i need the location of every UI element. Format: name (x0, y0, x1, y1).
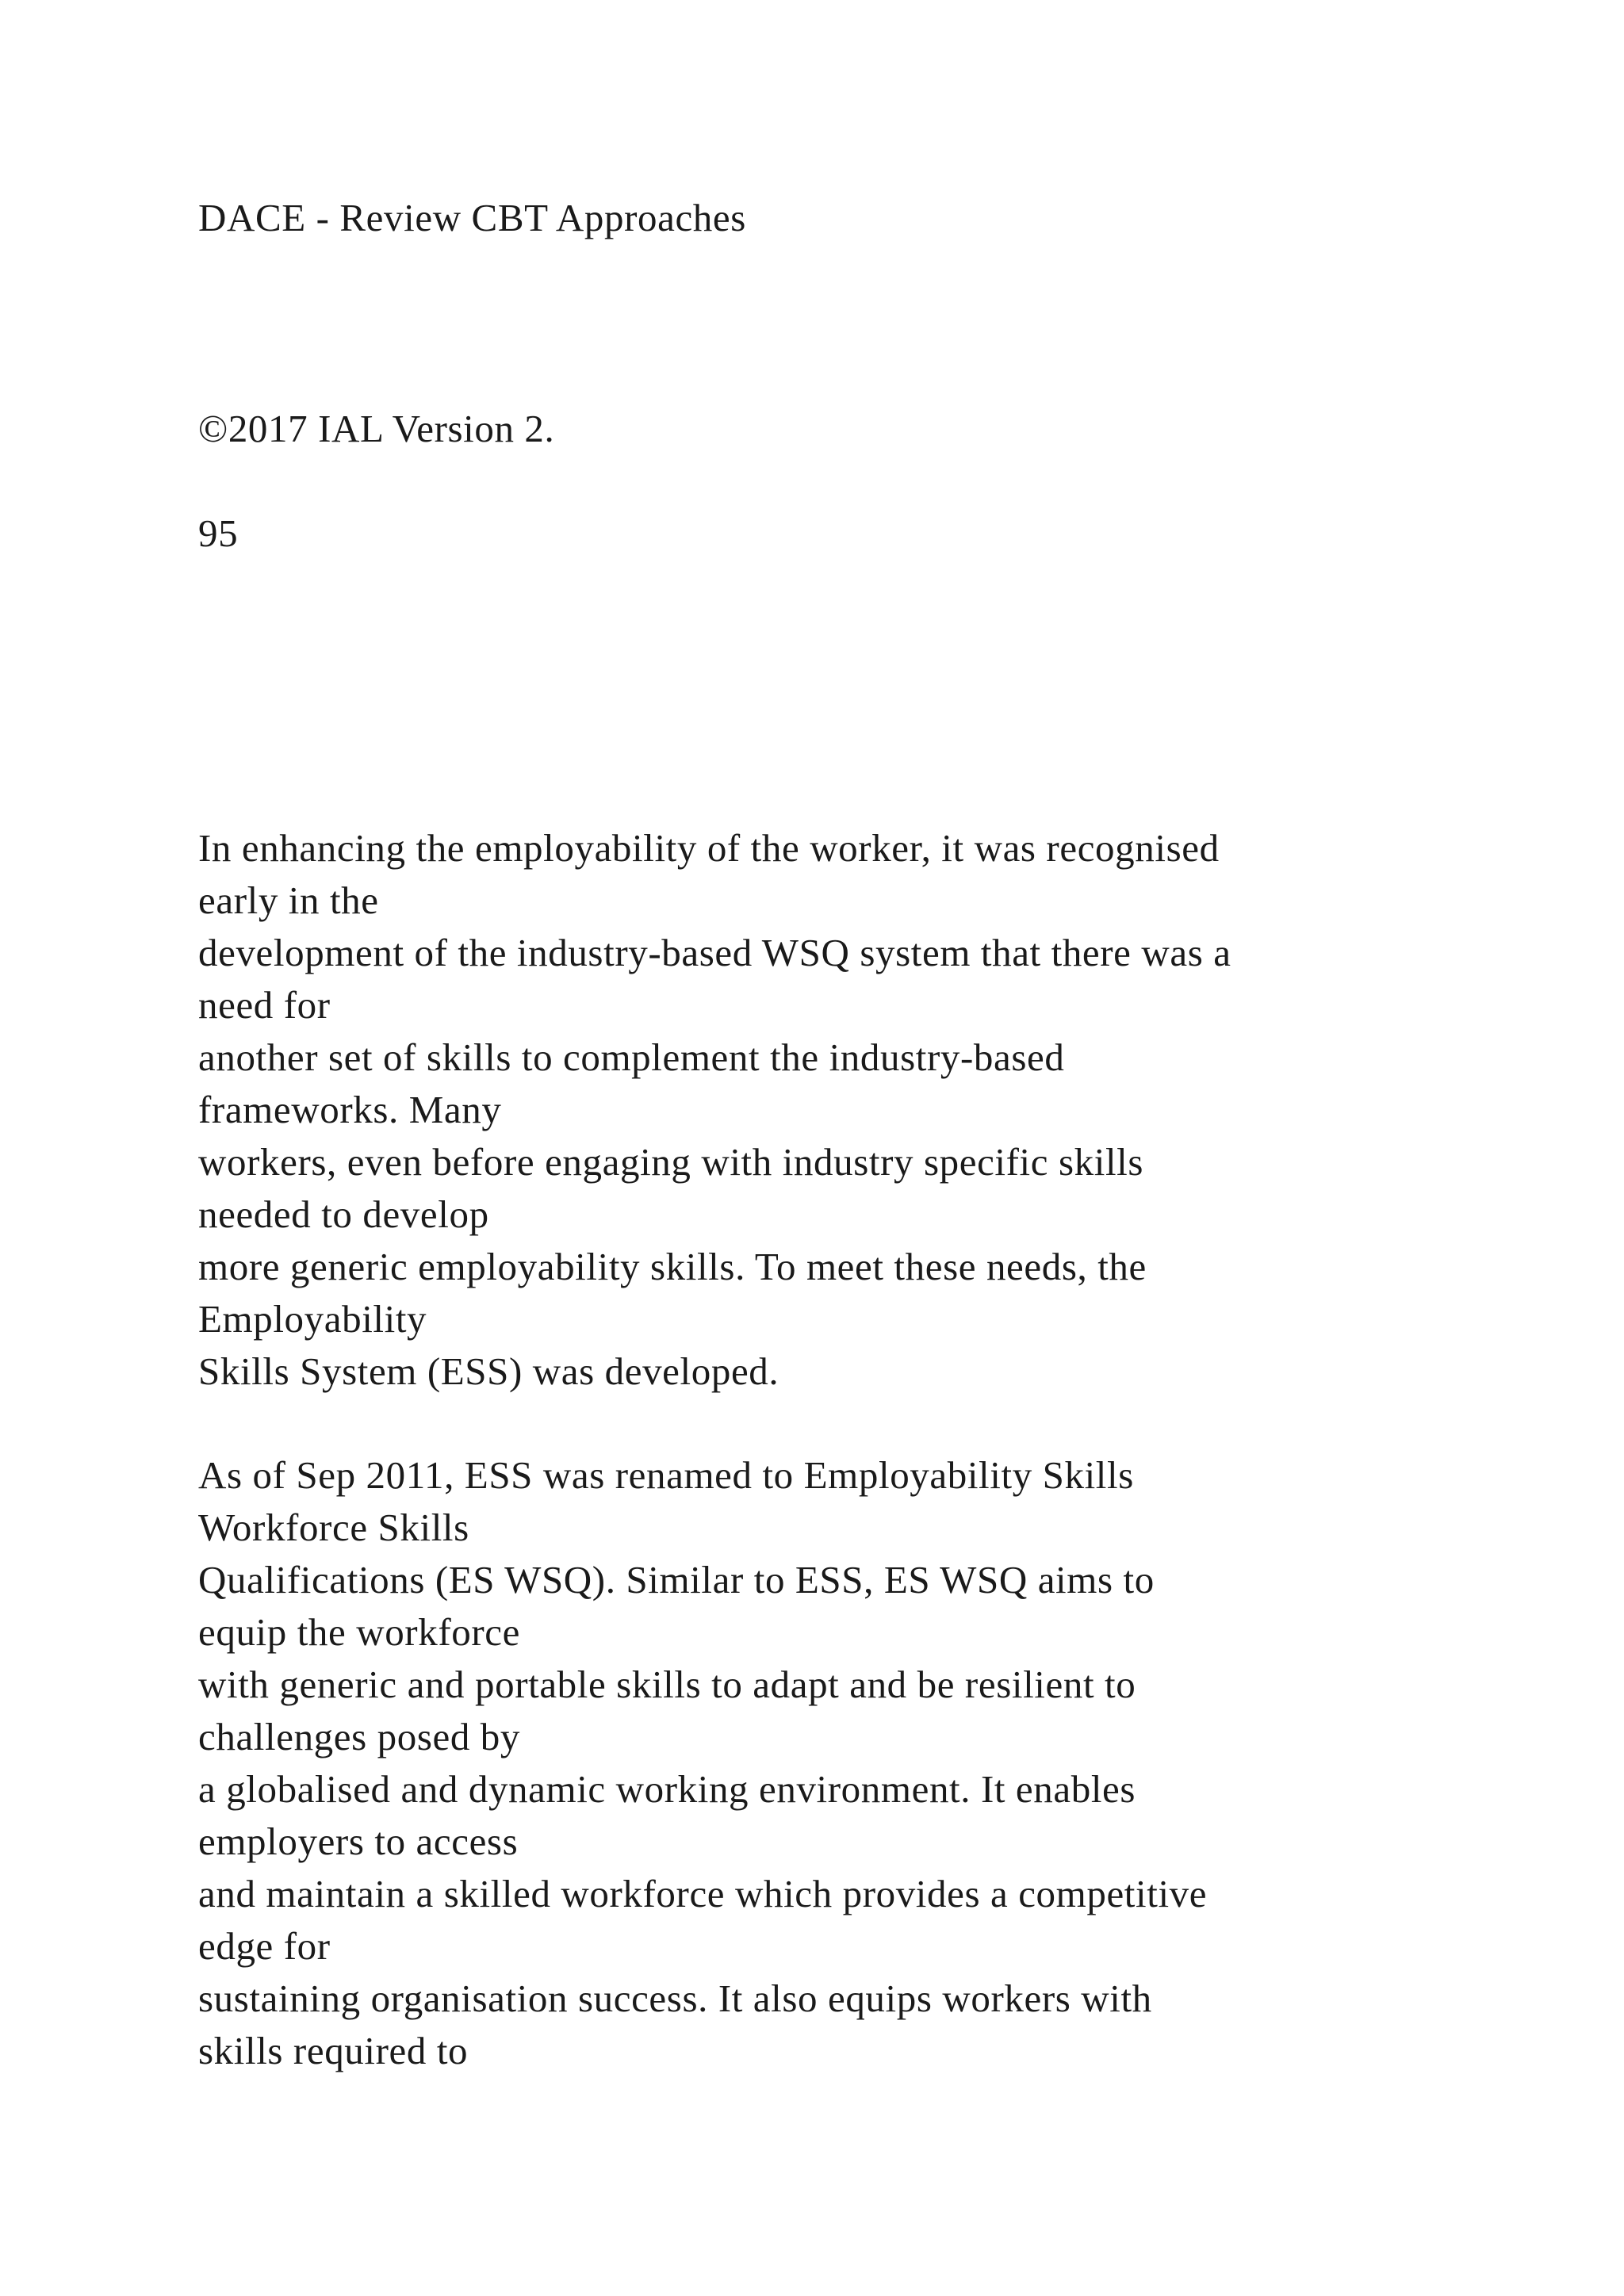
copyright-notice: ©2017 IAL Version 2. (198, 407, 555, 450)
text-line: frameworks. Many (198, 1088, 502, 1131)
text-line: In enhancing the employability of the worker, it was recognised (198, 826, 1220, 870)
text-line: As of Sep 2011, ESS was renamed to Employability Skills (198, 1453, 1134, 1497)
text-line: skills required to (198, 2029, 469, 2072)
text-line: Qualifications (ES WSQ). Similar to ESS, ES WSQ aims to (198, 1558, 1155, 1601)
text-line: Skills System (ESS) was developed. (198, 1349, 779, 1393)
text-line: Employability (198, 1297, 427, 1341)
text-line: needed to develop (198, 1192, 489, 1236)
text-line: more generic employability skills. To meet these needs, the (198, 1245, 1147, 1288)
body-paragraph-es-wsq (198, 1449, 1207, 2077)
text-line: development of the industry-based WSQ system that there was a (198, 931, 1231, 974)
document-title: DACE - Review CBT Approaches (198, 196, 746, 239)
text-line: need for (198, 983, 331, 1027)
text-line: a globalised and dynamic working environment. It enables (198, 1767, 1136, 1811)
text-line: and maintain a skilled workforce which provides a competitive (198, 1872, 1208, 1915)
text-line: another set of skills to complement the industry-based (198, 1035, 1065, 1079)
text-line: challenges posed by (198, 1715, 521, 1758)
text-line: early in the (198, 878, 379, 922)
page-number: 95 (198, 511, 239, 555)
text-line: workers, even before engaging with industry specific skills (198, 1140, 1144, 1184)
text-line: equip the workforce (198, 1610, 520, 1654)
text-line: employers to access (198, 1820, 519, 1863)
text-line: edge for (198, 1924, 331, 1968)
text-line: Workforce Skills (198, 1506, 469, 1549)
text-line: with generic and portable skills to adapt and be resilient to (198, 1663, 1136, 1706)
body-paragraph-employability (198, 822, 1231, 1398)
text-line: sustaining organisation success. It also equips workers with (198, 1976, 1152, 2020)
